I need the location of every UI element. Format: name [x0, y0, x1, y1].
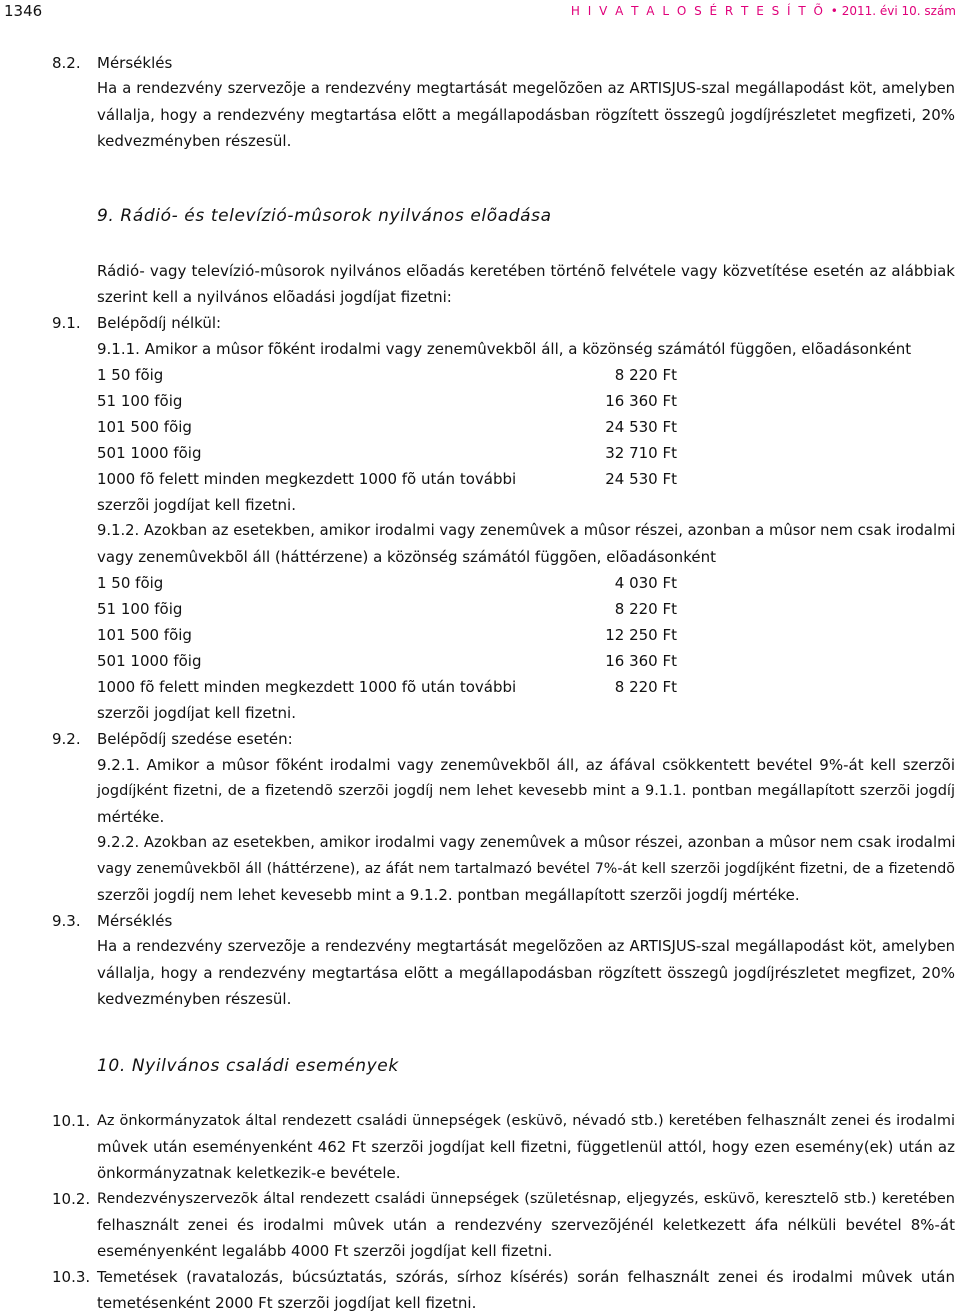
paragraph-line: szerzõi jogdíjat kell fizetni.: [97, 496, 296, 514]
paragraph-line: jogdíjként fizetni, de a fizetendõ szerzõi jogdíj nem lehet kevesebb mint a 9.1.1. pontban megállapított szerzõi jogdíj: [97, 783, 955, 799]
paragraph-line: felhasznált zenei és irodalmi mûvek után a rendezvény szervezõjénél keletkezett áfa nélküli bevétel 8%-át: [97, 1216, 955, 1234]
paragraph-line: eseményenként legalább 4000 Ft szerzõi jogdíjat kell fizetni.: [97, 1242, 553, 1260]
section-number: 10.1.: [52, 1112, 91, 1130]
paragraph-line: Rendezvényszervezõk által rendezett családi ünnepségek (születésnap, eljegyzés, esküvõ, keresztelõ stb.) keretében: [97, 1191, 955, 1207]
paragraph-line: vállalja, hogy a rendezvény megtartása elõtt a megállapodásban rögzített összegû jogdíjrészletet megfizeti, 20%: [97, 106, 955, 124]
running-header: [571, 4, 956, 18]
chapter-heading: 10. Nyilvános családi események: [97, 1056, 399, 1076]
section-number: 9.1.: [52, 314, 81, 332]
section-number: 10.2.: [52, 1190, 91, 1208]
tier-label: 501 1000 fõig: [97, 444, 202, 462]
paragraph-line: 9.1.2. Azokban az esetekben, amikor irodalmi vagy zenemûvek a mûsor részei, azonban a mûsor nem csak irodalmi: [97, 522, 956, 539]
paragraph-line: vagy zenemûvekbõl áll (háttérzene), az áfát nem tartalmazó bevétel 7%-át kell szerzõi jogdíjként fizetni, de a fizetendõ: [97, 861, 955, 877]
paragraph-line: Az önkormányzatok által rendezett családi ünnepségek (esküvõ, névadó stb.) keretében felhasznált zenei és irodalmi: [97, 1113, 955, 1129]
paragraph-line: kedvezményben részesül.: [97, 990, 292, 1008]
tier-price: 8 220 Ft: [614, 366, 677, 384]
paragraph-line: mértéke.: [97, 808, 165, 826]
tier-label: 1 50 fõig: [97, 366, 164, 384]
paragraph-line: 9.1.1. Amikor a mûsor fõként irodalmi vagy zenemûvekbõl áll, a közönség számától függõen, elõadásonként: [97, 340, 912, 358]
issue-label: 2011. évi 10. szám: [841, 4, 956, 18]
section-title: Mérséklés: [97, 912, 173, 930]
tier-price: 24 530 Ft: [605, 418, 677, 436]
tier-price: 4 030 Ft: [614, 574, 677, 592]
tier-label: 501 1000 fõig: [97, 652, 202, 670]
page-number: 1346: [4, 2, 43, 20]
journal-title: H I V A T A L O S É R T E S Í T Õ: [570, 4, 825, 18]
paragraph-line: vagy zenemûvekbõl áll (háttérzene) a közönség számától függõen, elõadásonként: [97, 548, 716, 566]
paragraph-line: Rádió- vagy televízió-mûsorok nyilvános elõadás keretében történõ felvétele vagy közvetítése esetén az alábbiak: [97, 262, 955, 280]
section-number: 8.2.: [52, 54, 81, 72]
paragraph-line: szerzõi jogdíj nem lehet kevesebb mint a 9.1.2. pontban megállapított szerzõi jogdíj mértéke.: [97, 886, 800, 904]
tier-price: 8 220 Ft: [614, 678, 677, 696]
paragraph-line: Temetések (ravatalozás, búcsúztatás, szórás, sírhoz kísérés) során felhasznált zenei és irodalmi mûvek után: [97, 1268, 955, 1286]
tier-price: 8 220 Ft: [614, 600, 677, 618]
section-title: Belépõdíj szedése esetén:: [97, 730, 293, 748]
tier-label: 51 100 fõig: [97, 392, 183, 410]
tier-price: 12 250 Ft: [605, 626, 677, 644]
paragraph-line: szerzõi jogdíjat kell fizetni.: [97, 704, 296, 722]
section-number: 9.3.: [52, 912, 81, 930]
paragraph-line: 9.2.1. Amikor a mûsor fõként irodalmi vagy zenemûvekbõl áll, az áfával csökkentett bevétel 9%-át kell szerzõi: [97, 756, 955, 774]
paragraph-line: szerint kell a nyilvános elõadási jogdíjat fizetni:: [97, 288, 452, 306]
section-title: Belépõdíj nélkül:: [97, 314, 222, 332]
section-number: 10.3.: [52, 1268, 91, 1286]
tier-label: 1000 fõ felett minden megkezdett 1000 fõ után további: [97, 470, 517, 488]
paragraph-line: Ha a rendezvény szervezõje a rendezvény megtartását megelõzõen az ARTISJUS-szal megállapodást köt, amelyben: [97, 938, 955, 955]
paragraph-line: temetésenként 2000 Ft szerzõi jogdíjat kell fizetni.: [97, 1294, 477, 1312]
tier-label: 101 500 fõig: [97, 418, 192, 436]
tier-price: 16 360 Ft: [605, 652, 677, 670]
tier-price: 32 710 Ft: [605, 444, 677, 462]
paragraph-line: kedvezményben részesül.: [97, 132, 292, 150]
paragraph-line: 9.2.2. Azokban az esetekben, amikor irodalmi vagy zenemûvek a mûsor részei, azonban a mûsor nem csak irodalmi: [97, 834, 956, 851]
chapter-heading: 9. Rádió- és televízió-mûsorok nyilvános elõadása: [97, 206, 552, 226]
paragraph-line: önkormányzatnak keletkezik-e bevétele.: [97, 1164, 401, 1182]
tier-price: 16 360 Ft: [605, 392, 677, 410]
tier-label: 51 100 fõig: [97, 600, 183, 618]
paragraph-line: Ha a rendezvény szervezõje a rendezvény megtartását megelõzõen az ARTISJUS-szal megállapodást köt, amelyben: [97, 80, 955, 97]
paragraph-line: mûvek után eseményenként 462 Ft szerzõi jogdíjat kell fizetni, függetlenül attól, hogy ezen esemény(ek) után az: [97, 1138, 955, 1156]
section-title: Mérséklés: [97, 54, 173, 72]
tier-label: 101 500 fõig: [97, 626, 192, 644]
paragraph-line: vállalja, hogy a rendezvény megtartása elõtt a megállapodásban rögzített összegû jogdíjrészletet megfizet, 20%: [97, 964, 955, 982]
section-number: 9.2.: [52, 730, 81, 748]
tier-label: 1000 fõ felett minden megkezdett 1000 fõ után további: [97, 678, 517, 696]
tier-label: 1 50 fõig: [97, 574, 164, 592]
tier-price: 24 530 Ft: [605, 470, 677, 488]
issue-dot: •: [830, 4, 842, 18]
